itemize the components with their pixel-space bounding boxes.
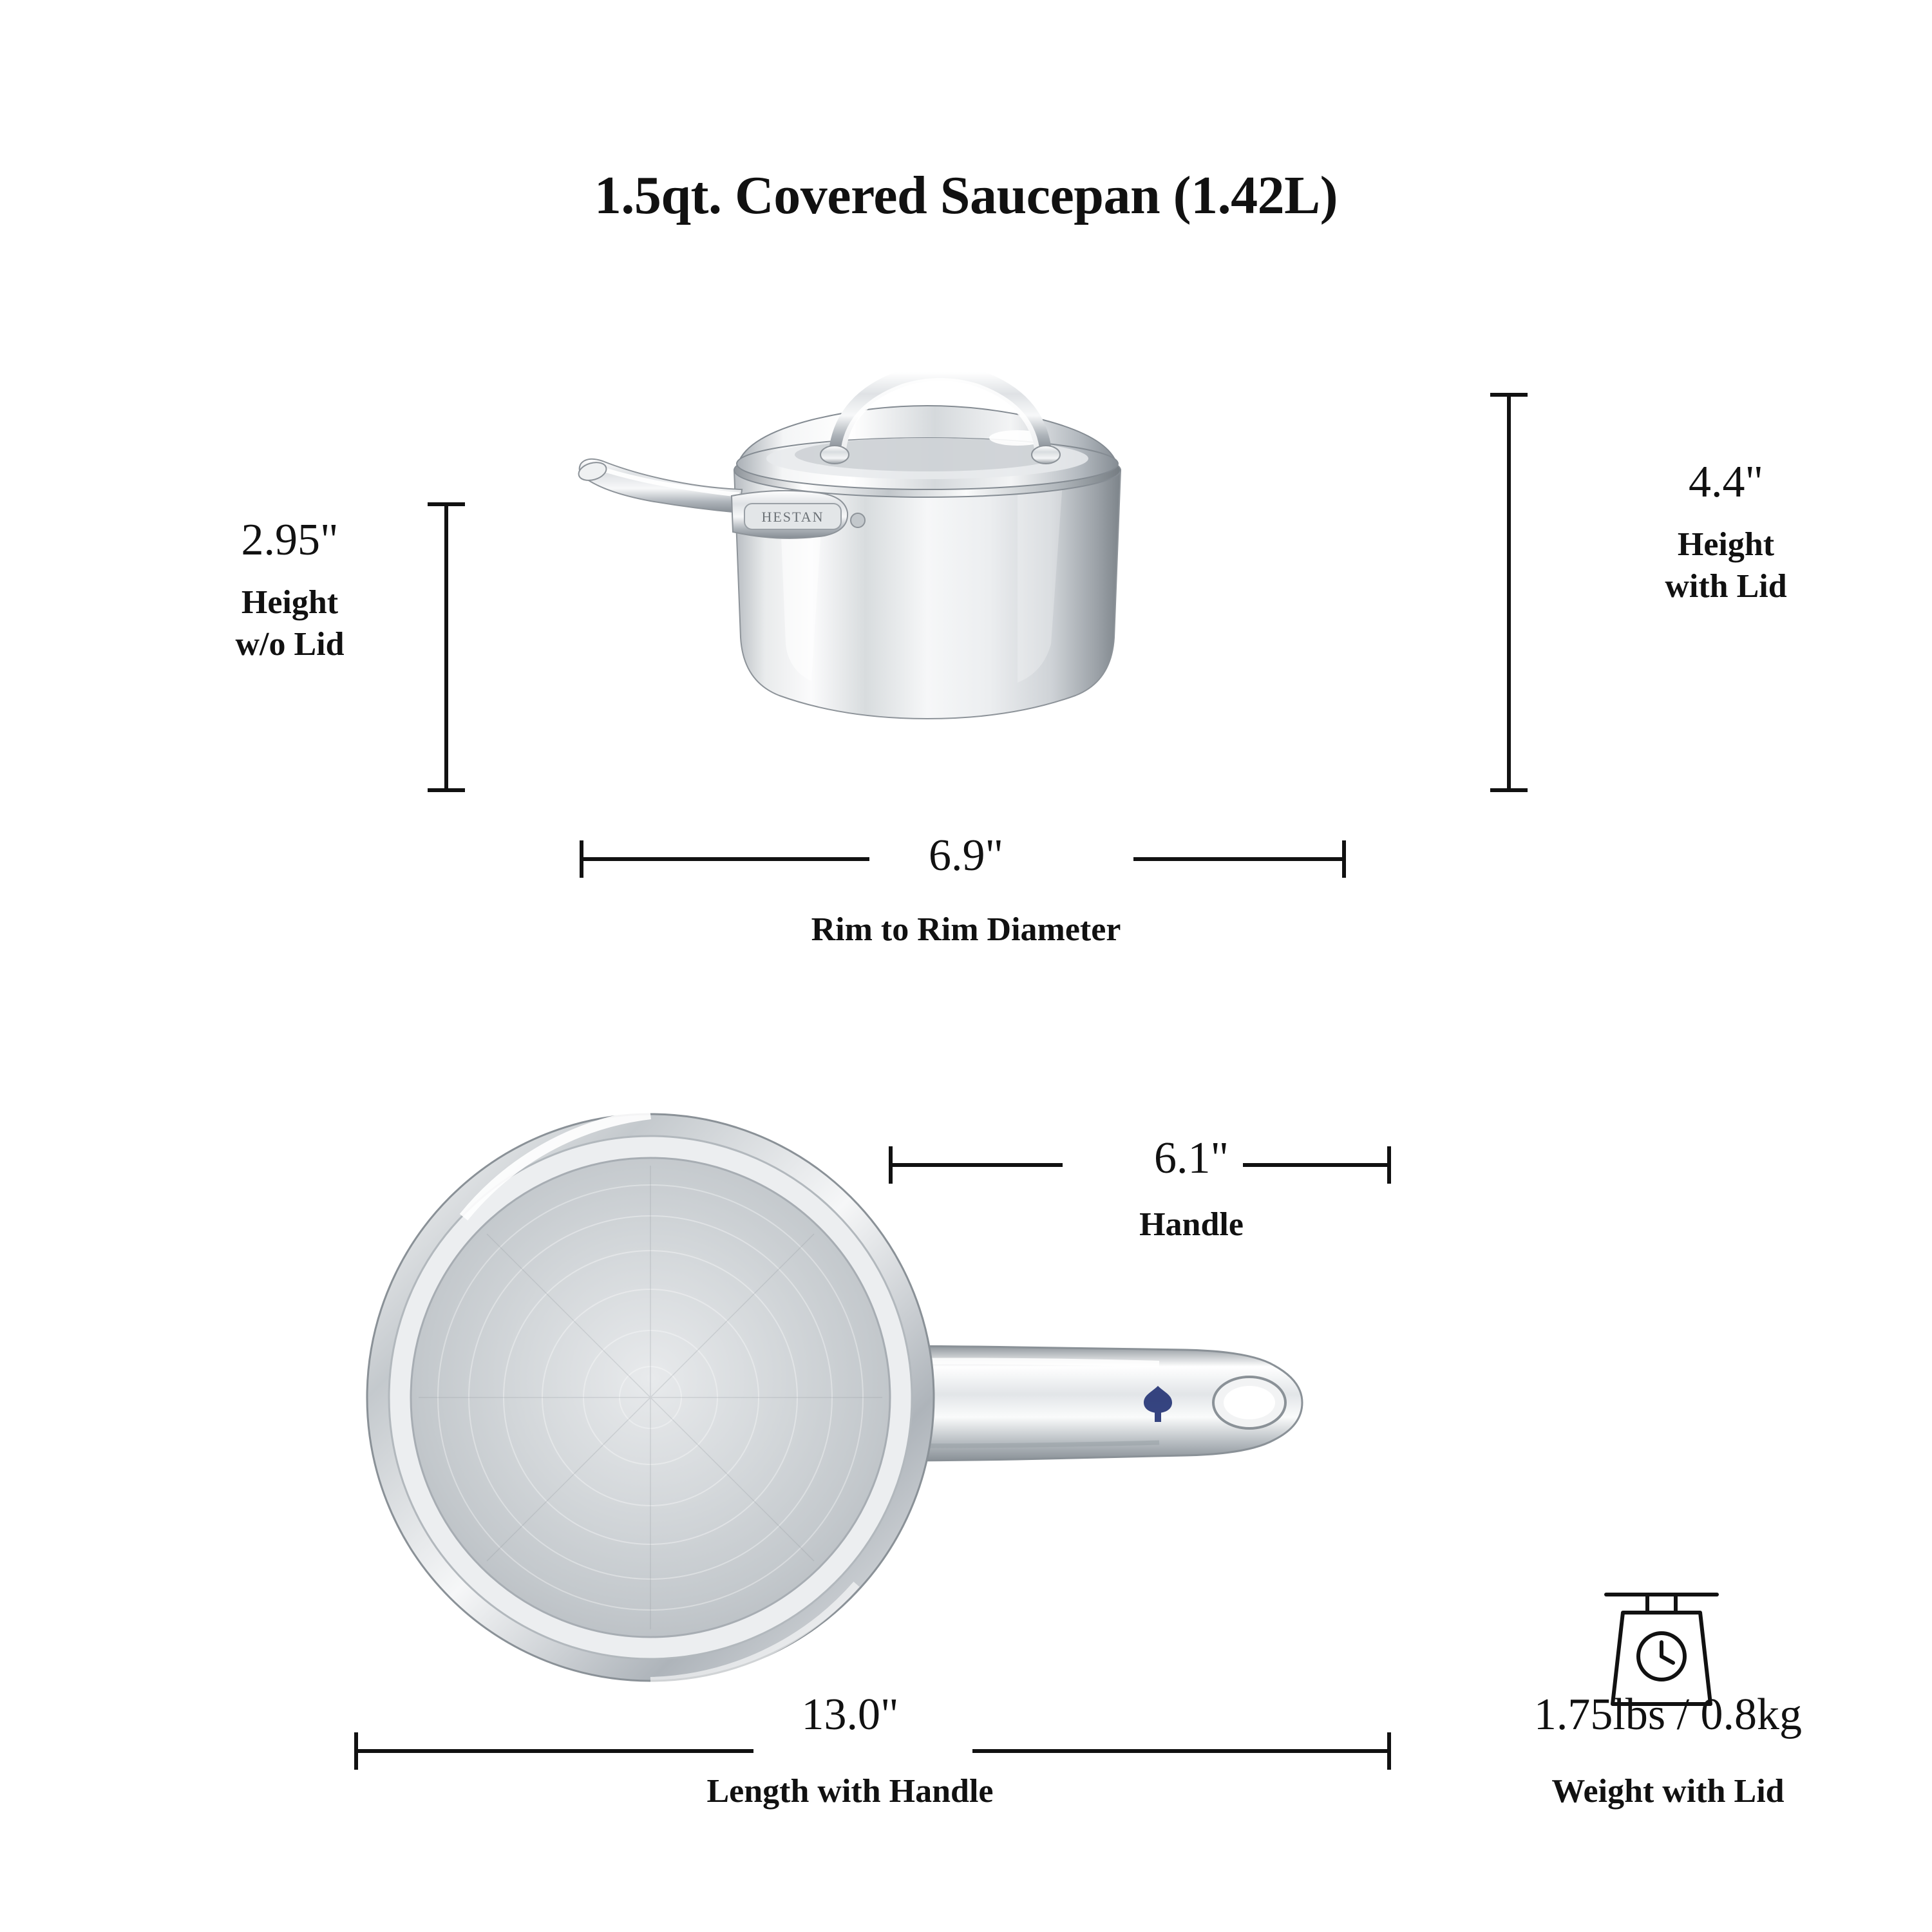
handle-length-caption: Handle: [1139, 1206, 1244, 1243]
page-title: 1.5qt. Covered Saucepan (1.42L): [594, 166, 1338, 225]
saucepan-side-view-illustration: [567, 361, 1365, 811]
height-without-lid-value: 2.95": [241, 515, 339, 565]
height-without-lid-label: [155, 515, 425, 665]
height-without-lid-measure-line: [444, 502, 448, 792]
weight-with-lid-value: 1.75lbs / 0.8kg: [1533, 1690, 1803, 1739]
height-with-lid-caption-line2: with Lid: [1665, 568, 1787, 605]
length-with-handle-caption: Length with Handle: [706, 1773, 994, 1810]
height-with-lid-caption-line1: Height: [1677, 526, 1775, 563]
rim-diameter-label: [708, 831, 1224, 951]
height-with-lid-label: [1558, 457, 1893, 607]
length-with-handle-label: [528, 1690, 1172, 1812]
rim-diameter-value: 6.9": [928, 831, 1004, 880]
handle-length-label: [966, 1133, 1417, 1245]
handle-length-value: 6.1": [1153, 1133, 1229, 1183]
height-without-lid-caption-line2: w/o Lid: [235, 626, 345, 663]
weight-with-lid-caption: Weight with Lid: [1551, 1773, 1785, 1810]
svg-text:HESTAN: HESTAN: [761, 509, 824, 525]
height-without-lid-caption-line1: Height: [241, 584, 339, 621]
length-with-handle-value: 13.0": [801, 1690, 899, 1739]
weight-with-lid-label: [1436, 1690, 1900, 1812]
height-with-lid-value: 4.4": [1688, 457, 1764, 507]
rim-diameter-caption: Rim to Rim Diameter: [811, 911, 1121, 948]
height-with-lid-measure-line: [1507, 393, 1511, 792]
